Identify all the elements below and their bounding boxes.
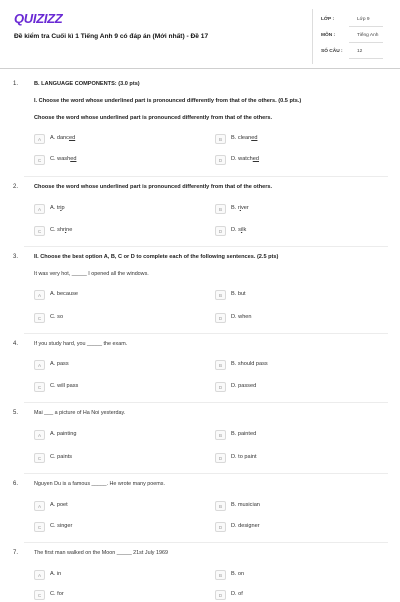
underlined-part: i: [240, 227, 243, 233]
section-instruction: I. Choose the word whose underlined part is pronounced differently from that of the others. (0.5 pts.): [34, 98, 302, 104]
question-separator: [24, 246, 388, 247]
meta-subject-value: Tiếng Anh: [357, 33, 379, 38]
meta-count-label: SỐ CÂU :: [321, 49, 343, 54]
option-letter-box: C: [34, 382, 45, 392]
option-text: A. painting: [50, 431, 77, 437]
option-letter-box: B: [215, 570, 226, 580]
meta-underline: [349, 42, 383, 43]
meta-count-value: 12: [357, 49, 363, 54]
answer-option-b[interactable]: [215, 133, 385, 146]
option-letter-box: D: [215, 453, 226, 463]
answer-option-b[interactable]: [215, 500, 385, 513]
option-letter-box: B: [215, 134, 226, 144]
option-letter-box: B: [215, 430, 226, 440]
underlined-part: i: [64, 227, 67, 233]
meta-subject-label: MÔN :: [321, 33, 336, 38]
underlined-part: ed: [251, 135, 258, 141]
meta-class-label: LỚP :: [321, 17, 335, 22]
underlined-part: i: [60, 205, 62, 211]
answer-option-a[interactable]: [34, 569, 204, 582]
option-text: B. should pass: [231, 361, 268, 367]
question-number: 6.: [13, 481, 19, 487]
option-text: B. but: [231, 291, 246, 297]
answer-option-d[interactable]: [215, 381, 385, 394]
option-letter-box: B: [215, 501, 226, 511]
option-letter-box: C: [34, 313, 45, 323]
answer-option-a[interactable]: [34, 203, 204, 216]
option-text: B. musician: [231, 502, 260, 508]
answer-option-a[interactable]: [34, 133, 204, 146]
underlined-part: ed: [252, 156, 259, 162]
option-text: C. so: [50, 314, 64, 320]
question-text: Mai ___ a picture of Ha Noi yesterday.: [34, 410, 126, 416]
answer-option-c[interactable]: [34, 521, 204, 534]
option-text: A. trip: [50, 205, 65, 211]
meta-underline: [349, 26, 383, 27]
option-text: A. because: [50, 291, 78, 297]
option-text: C. paints: [50, 454, 73, 460]
option-letter-box: D: [215, 382, 226, 392]
option-letter-box: D: [215, 522, 226, 532]
option-letter-box: A: [34, 570, 45, 580]
option-text: A. poet: [50, 502, 68, 508]
option-letter-box: C: [34, 590, 45, 600]
option-text: A. danced: [50, 135, 76, 141]
answer-option-b[interactable]: [215, 359, 385, 372]
option-text: B. river: [231, 205, 249, 211]
option-text: D. passed: [231, 383, 257, 389]
meta-underline: [349, 58, 383, 59]
option-letter-box: B: [215, 290, 226, 300]
option-text: C. singer: [50, 523, 73, 529]
answer-option-b[interactable]: [215, 569, 385, 582]
option-text: C. washed: [50, 156, 77, 162]
section-heading: B. LANGUAGE COMPONENTS: (3.0 pts): [34, 81, 140, 87]
question-number: 7.: [13, 550, 19, 556]
meta-panel: [312, 9, 390, 64]
option-letter-box: A: [34, 501, 45, 511]
answer-option-c[interactable]: [34, 154, 204, 167]
answer-option-c[interactable]: [34, 225, 204, 238]
option-text: D. designer: [231, 523, 260, 529]
option-letter-box: A: [34, 430, 45, 440]
answer-option-d[interactable]: [215, 312, 385, 325]
answer-option-c[interactable]: [34, 589, 204, 602]
answer-option-c[interactable]: [34, 452, 204, 465]
question-text: Choose the word whose underlined part is pronounced differently from that of the others.: [34, 184, 273, 190]
question-number: 4.: [13, 341, 19, 347]
option-text: C. for: [50, 591, 64, 597]
option-letter-box: C: [34, 226, 45, 236]
question-number: 1.: [13, 81, 19, 87]
option-text: D. silk: [231, 227, 247, 233]
option-letter-box: A: [34, 204, 45, 214]
question-separator: [24, 542, 388, 543]
question-text: Choose the word whose underlined part is pronounced differently from that of the others.: [34, 115, 273, 121]
answer-option-b[interactable]: [215, 289, 385, 302]
answer-option-d[interactable]: [215, 225, 385, 238]
option-letter-box: D: [215, 155, 226, 165]
question-number: 2.: [13, 184, 19, 190]
option-letter-box: C: [34, 155, 45, 165]
answer-option-b[interactable]: [215, 203, 385, 216]
underlined-part: ed: [70, 156, 77, 162]
option-letter-box: C: [34, 453, 45, 463]
option-text: A. in: [50, 571, 62, 577]
option-text: B. cleaned: [231, 135, 258, 141]
underlined-part: i: [239, 205, 241, 211]
option-letter-box: D: [215, 313, 226, 323]
option-letter-box: C: [34, 522, 45, 532]
question-text: It was very hot, _____ I opened all the windows.: [34, 271, 149, 277]
document-title: Đề kiểm tra Cuối kì 1 Tiếng Anh 9 có đáp án (Mới nhất) - Đề 17: [14, 33, 209, 40]
answer-option-d[interactable]: [215, 589, 385, 602]
answer-option-c[interactable]: [34, 312, 204, 325]
question-number: 3.: [13, 254, 19, 260]
answer-option-d[interactable]: [215, 154, 385, 167]
option-text: C. shrine: [50, 227, 73, 233]
question-text: If you study hard, you _____ the exam.: [34, 341, 128, 347]
option-letter-box: D: [215, 590, 226, 600]
header-divider: [0, 68, 400, 69]
option-letter-box: A: [34, 290, 45, 300]
answer-option-c[interactable]: [34, 381, 204, 394]
underlined-part: ed: [68, 135, 76, 141]
option-text: A. pass: [50, 361, 69, 367]
question-text: Nguyen Du is a famous _____. He wrote many poems.: [34, 481, 165, 487]
option-text: D. when: [231, 314, 252, 320]
option-text: D. watched: [231, 156, 259, 162]
question-separator: [24, 473, 388, 474]
option-letter-box: A: [34, 134, 45, 144]
answer-option-d[interactable]: [215, 452, 385, 465]
answer-option-b[interactable]: [215, 429, 385, 442]
meta-class-value: Lớp 9: [357, 17, 370, 22]
option-letter-box: B: [215, 360, 226, 370]
option-text: D. of: [231, 591, 243, 597]
question-separator: [24, 176, 388, 177]
option-letter-box: D: [215, 226, 226, 236]
question-separator: [24, 402, 388, 403]
question-separator: [24, 333, 388, 334]
quizizz-logo: QUIZIZZ: [14, 11, 63, 26]
option-letter-box: A: [34, 360, 45, 370]
question-number: 5.: [13, 410, 19, 416]
answer-option-a[interactable]: [34, 289, 204, 302]
answer-option-d[interactable]: [215, 521, 385, 534]
answer-option-a[interactable]: [34, 500, 204, 513]
section-instruction: II. Choose the best option A, B, C or D to complete each of the following sentences. (2.5 pts): [34, 254, 279, 260]
option-text: B. painted: [231, 431, 257, 437]
option-text: C. will pass: [50, 383, 79, 389]
question-text: The first man walked on the Moon _____ 21st July 1969: [34, 550, 168, 556]
option-letter-box: B: [215, 204, 226, 214]
answer-option-a[interactable]: [34, 359, 204, 372]
answer-option-a[interactable]: [34, 429, 204, 442]
document-header: [0, 0, 400, 70]
option-text: D. to paint: [231, 454, 257, 460]
option-text: B. on: [231, 571, 245, 577]
